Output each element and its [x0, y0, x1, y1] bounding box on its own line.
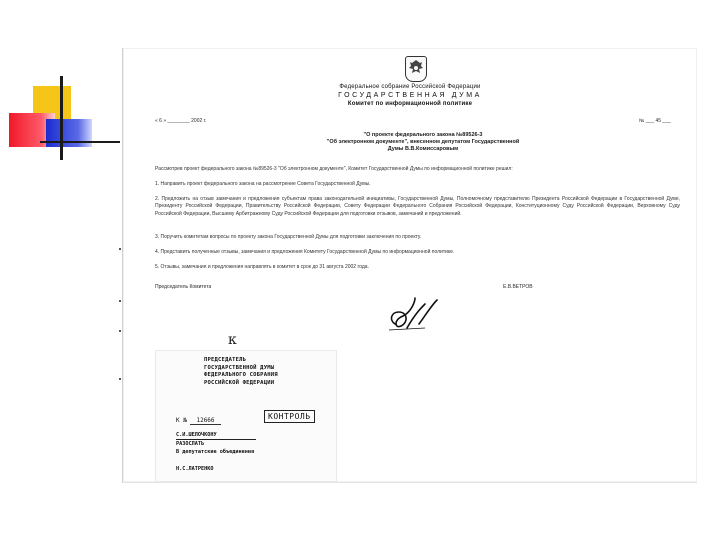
paragraph: 5. Отзывы, замечания и предложения направлять в комитет в срок до 31 августа 2002 года.	[155, 264, 369, 270]
document-title	[323, 132, 523, 153]
card-header-line: ПРЕДСЕДАТЕЛЬ	[204, 357, 247, 363]
header-committee: Комитет по информационной политике	[347, 101, 473, 107]
decor-horizontal-line	[40, 141, 120, 143]
card-line	[176, 457, 254, 466]
coat-of-arms-emblem	[405, 56, 427, 82]
card-header-line: РОССИЙСКОЙ ФЕДЕРАЦИИ	[204, 379, 275, 386]
card-line: Н.С.ЛАТРЕНКО	[176, 466, 214, 472]
card-header-line: ГОСУДАРСТВЕННОЙ ДУМЫ	[204, 364, 275, 371]
header-state-duma: ГОСУДАРСТВЕННАЯ ДУМА	[338, 92, 482, 99]
title-line: "Об электронном документе", внесенном депутатом Государственной	[326, 139, 520, 145]
paragraph: 3. Поручить комитетам вопросы по проекту закона Государственной Думы для подготовки заключения по проекту.	[155, 234, 422, 240]
card-registration-number	[176, 417, 221, 424]
card-line: С.И.ШЕЛОЧКОНУ	[176, 432, 217, 438]
decor-vertical-line	[60, 76, 63, 160]
card-line: РАЗОСЛАТЬ	[176, 440, 205, 447]
edge-mark	[119, 378, 121, 380]
card-header	[204, 357, 314, 387]
scanned-document	[122, 48, 697, 483]
handwritten-signature	[385, 294, 449, 343]
header-federal-assembly: Федеральное собрание Российской Федерации	[339, 84, 481, 90]
number-prefix: К №	[176, 417, 187, 424]
control-stamp: КОНТРОЛЬ	[264, 410, 315, 423]
document-date: « 6 » ________ 2002 г.	[155, 118, 207, 124]
resolution-card	[155, 350, 337, 482]
title-line: "О проекте федерального закона №89526-3	[363, 132, 483, 138]
card-resolution-text	[176, 431, 254, 474]
signature-name: Е.В.ВЕТРОВ	[503, 284, 533, 290]
signature-role: Председатель Комитета	[155, 284, 212, 290]
edge-mark	[119, 248, 121, 250]
card-line: В депутатские объединения	[176, 449, 255, 455]
paragraph: 1. Направить проект федерального закона на рассмотрение Совета Государственной Думы.	[155, 181, 371, 187]
paragraph: Рассмотрев проект федерального закона №89526-3 "Об электронном документе", Комитет Государственной Думы по информационной политике решил:	[155, 166, 513, 172]
edge-mark	[119, 300, 121, 302]
edge-mark	[119, 330, 121, 332]
card-underline	[176, 439, 256, 440]
document-number: № ___ 45 ___	[639, 118, 671, 124]
paragraph: 2. Предложить на отзыв замечания и предложения субъектам права законодательной инициативы, Государственной Думы, Полномочному представителю Президента Российской Федерации в Государственной Думе, Президенту Российской Федерации, Правительству Российской Федерации, Совету Федерации Федерального Собрания Российской Федерации, Конституционному Суду Российской Федерации, Верховному Суду Российской Федерации, Высшему Арбитражному Суду Российской Федерации для подготовки отзывов, замечаний и предложений.	[155, 196, 680, 217]
title-line: Думы В.В.Комиссаровым	[387, 146, 459, 152]
number-value: 12666	[190, 417, 220, 425]
handwritten-initial: к	[228, 332, 237, 348]
paragraph: 4. Представить полученные отзывы, замечания и предложения Комитету Государственной Думы по информационной политике.	[155, 249, 455, 255]
card-header-line: ФЕДЕРАЛЬНОГО СОБРАНИЯ	[204, 372, 278, 378]
